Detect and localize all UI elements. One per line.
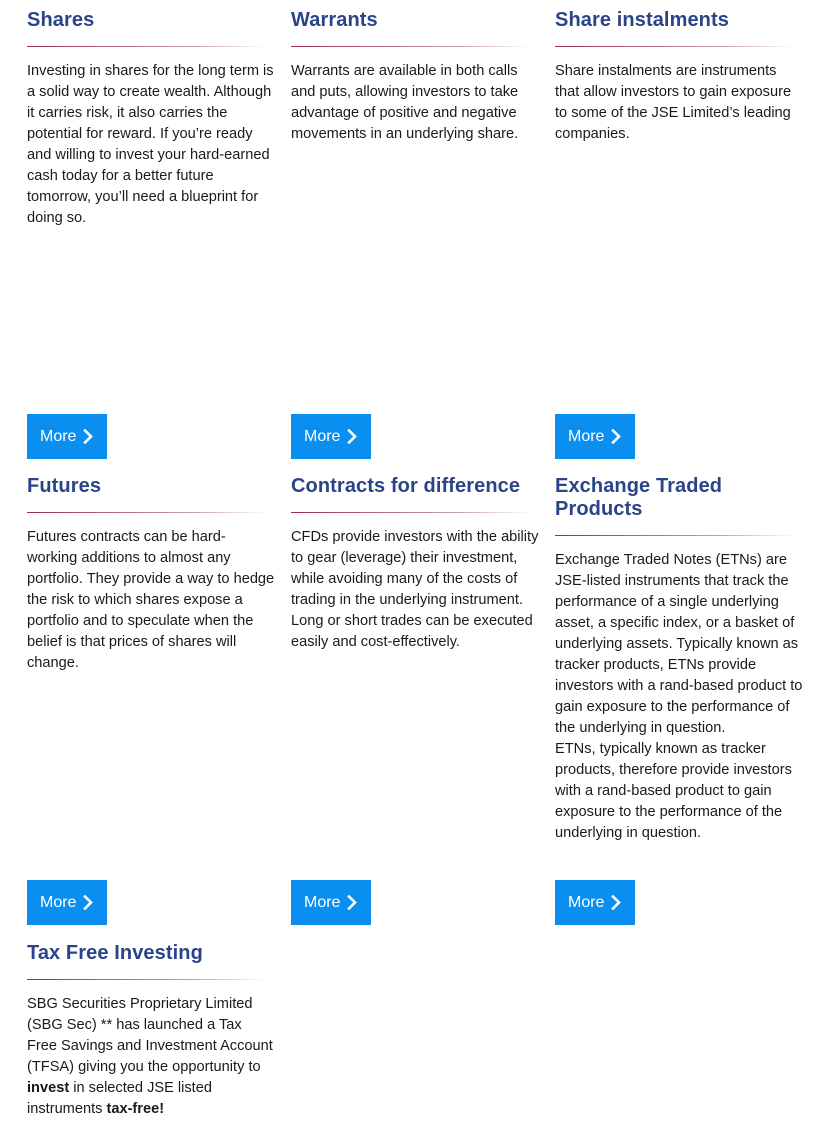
- more-button-share-instalments[interactable]: [555, 414, 635, 459]
- more-label: More: [304, 894, 341, 911]
- card-title: Share instalments: [555, 9, 729, 31]
- chevron-right-icon: [611, 429, 621, 444]
- card-title: Shares: [27, 9, 95, 31]
- chevron-right-icon: [611, 895, 621, 910]
- chevron-right-icon: [347, 895, 357, 910]
- chevron-right-icon: [83, 895, 93, 910]
- divider: [27, 979, 267, 980]
- card-title: Exchange Traded Products: [555, 475, 723, 520]
- more-label: More: [304, 428, 341, 445]
- divider: [27, 512, 267, 513]
- card-body: Investing in shares for the long term is a solid way to create wealth. Although it carries risk, it also carries the potential for reward. If you’re ready and willing to invest your hard-earned cash today for a better future tomorrow, you’ll need a blueprint for doing so.: [27, 63, 274, 226]
- card-title: Contracts for difference: [291, 475, 521, 497]
- card-warrants: [291, 9, 539, 145]
- emphasis-invest: invest: [27, 1080, 70, 1096]
- card-body: [27, 994, 275, 1120]
- card-body-text-2: ETNs, typically known as tracker products, therefore provide investors with a rand-based product to gain exposure to the performance of the underlying in question.: [555, 741, 792, 841]
- divider: [291, 512, 531, 513]
- card-tax-free-investing: [27, 942, 275, 1120]
- card-share-instalments: [555, 9, 803, 145]
- card-etp: [555, 475, 805, 844]
- card-title: Tax Free Investing: [27, 942, 203, 964]
- card-body: Share instalments are instruments that allow investors to gain exposure to some of the JSE Limited’s leading companies.: [555, 63, 792, 142]
- card-futures: [27, 475, 275, 674]
- more-label: More: [40, 428, 77, 445]
- divider: [555, 535, 795, 536]
- more-label: More: [568, 428, 605, 445]
- more-button-futures[interactable]: [27, 880, 107, 925]
- card-body-text: Exchange Traded Notes (ETNs) are JSE-listed instruments that track the performance of a single underlying asset, a specific index, or a basket of underlying assets. Typically known as tracker products, ETNs provide investors with a rand-based product to gain exposure to the performance of the underlying in question.: [555, 552, 803, 736]
- card-cfd: [291, 475, 539, 653]
- card-body: [555, 550, 805, 844]
- emphasis-tax-free: tax-free!: [106, 1101, 165, 1117]
- more-label: More: [40, 894, 77, 911]
- more-button-shares[interactable]: [27, 414, 107, 459]
- more-button-etp[interactable]: [555, 880, 635, 925]
- card-shares: [27, 9, 275, 229]
- more-button-cfd[interactable]: [291, 880, 371, 925]
- chevron-right-icon: [83, 429, 93, 444]
- more-button-warrants[interactable]: [291, 414, 371, 459]
- divider: [291, 46, 531, 47]
- chevron-right-icon: [347, 429, 357, 444]
- card-body-text: SBG Securities Proprietary Limited (SBG Sec) ** has launched a Tax Free Savings and Investment Account (TFSA) giving you the opportunity to: [27, 996, 273, 1075]
- divider: [555, 46, 795, 47]
- card-body-text: in selected JSE listed instruments: [27, 1080, 212, 1117]
- divider: [27, 46, 267, 47]
- more-label: More: [568, 894, 605, 911]
- card-body: CFDs provide investors with the ability to gear (leverage) their investment, while avoiding many of the costs of trading in the underlying instrument. Long or short trades can be executed easily and cost-effectively.: [291, 529, 539, 650]
- card-body: Futures contracts can be hard-working additions to almost any portfolio. They provide a way to hedge the risk to which shares expose a portfolio and to speculate when the belief is that prices of shares will change.: [27, 529, 275, 671]
- card-body: Warrants are available in both calls and puts, allowing investors to take advantage of positive and negative movements in an underlying share.: [291, 63, 519, 142]
- card-title: Futures: [27, 475, 102, 497]
- card-title: Warrants: [291, 9, 378, 31]
